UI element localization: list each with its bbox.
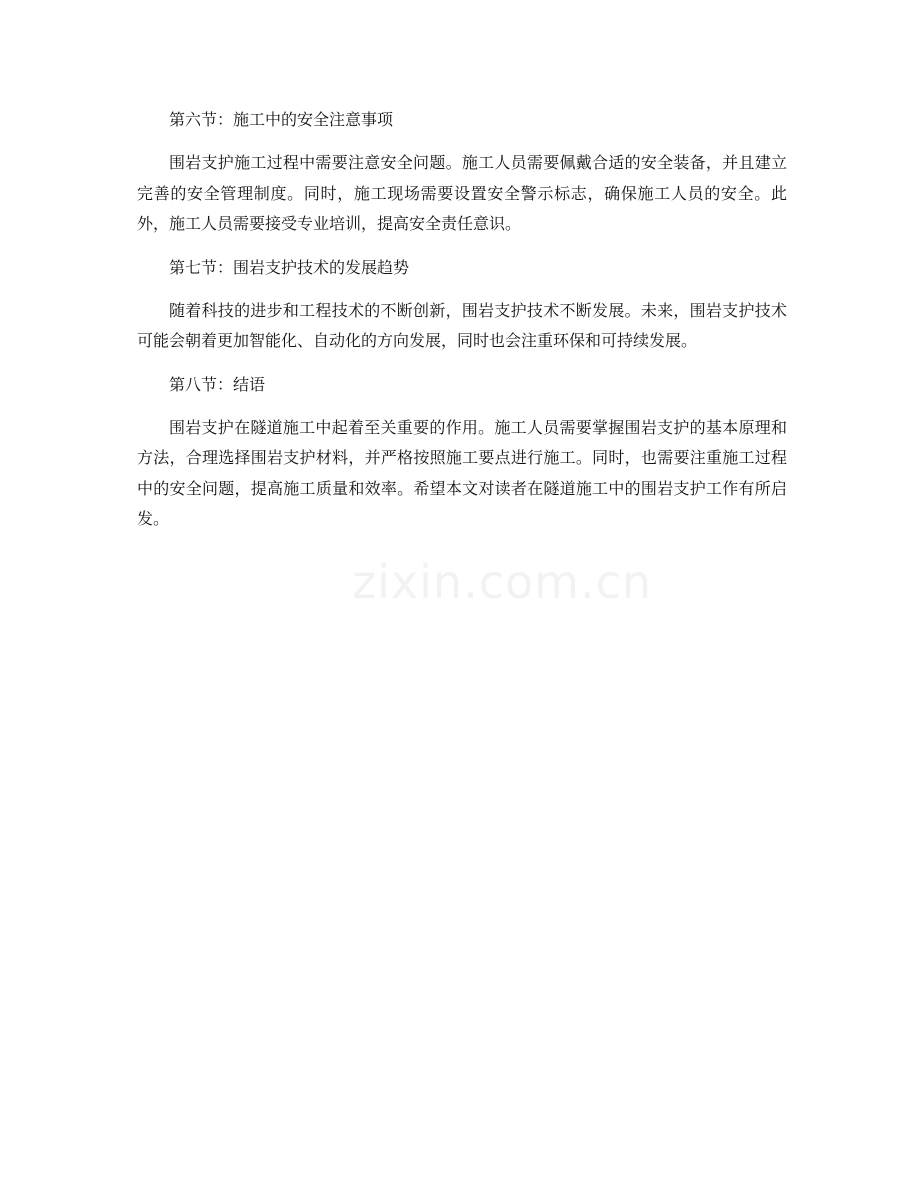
section-heading: 第六节：施工中的安全注意事项 bbox=[169, 110, 394, 129]
section-heading: 第八节：结语 bbox=[169, 374, 266, 394]
section-paragraph: 围岩支护在隧道施工中起着至关重要的作用。施工人员需要掌握围岩支护的基本原理和方法，合理选择围岩支护材料，并严格按照施工要点进行施工。同时，也需要注重施工过程中的安全问题，提高施工质量和效率。希望本文对读者在隧道施工中的围岩支护工作有所启发。 bbox=[137, 417, 787, 528]
section-paragraph: 随着科技的进步和工程技术的不断创新，围岩支护技术不断发展。未来，围岩支护技术可能会朝着更加智能化、自动化的方向发展，同时也会注重环保和可持续发展。 bbox=[137, 300, 787, 350]
document-body bbox=[137, 105, 787, 548]
watermark: zixin.com.cn bbox=[352, 555, 653, 609]
section-heading: 第七节：围岩支护技术的发展趋势 bbox=[169, 257, 410, 277]
section-paragraph: 围岩支护施工过程中需要注意安全问题。施工人员需要佩戴合适的安全装备，并且建立完善的安全管理制度。同时，施工现场需要设置安全警示标志，确保施工人员的安全。此外，施工人员需要接受专业培训，提高安全责任意识。 bbox=[137, 153, 787, 233]
